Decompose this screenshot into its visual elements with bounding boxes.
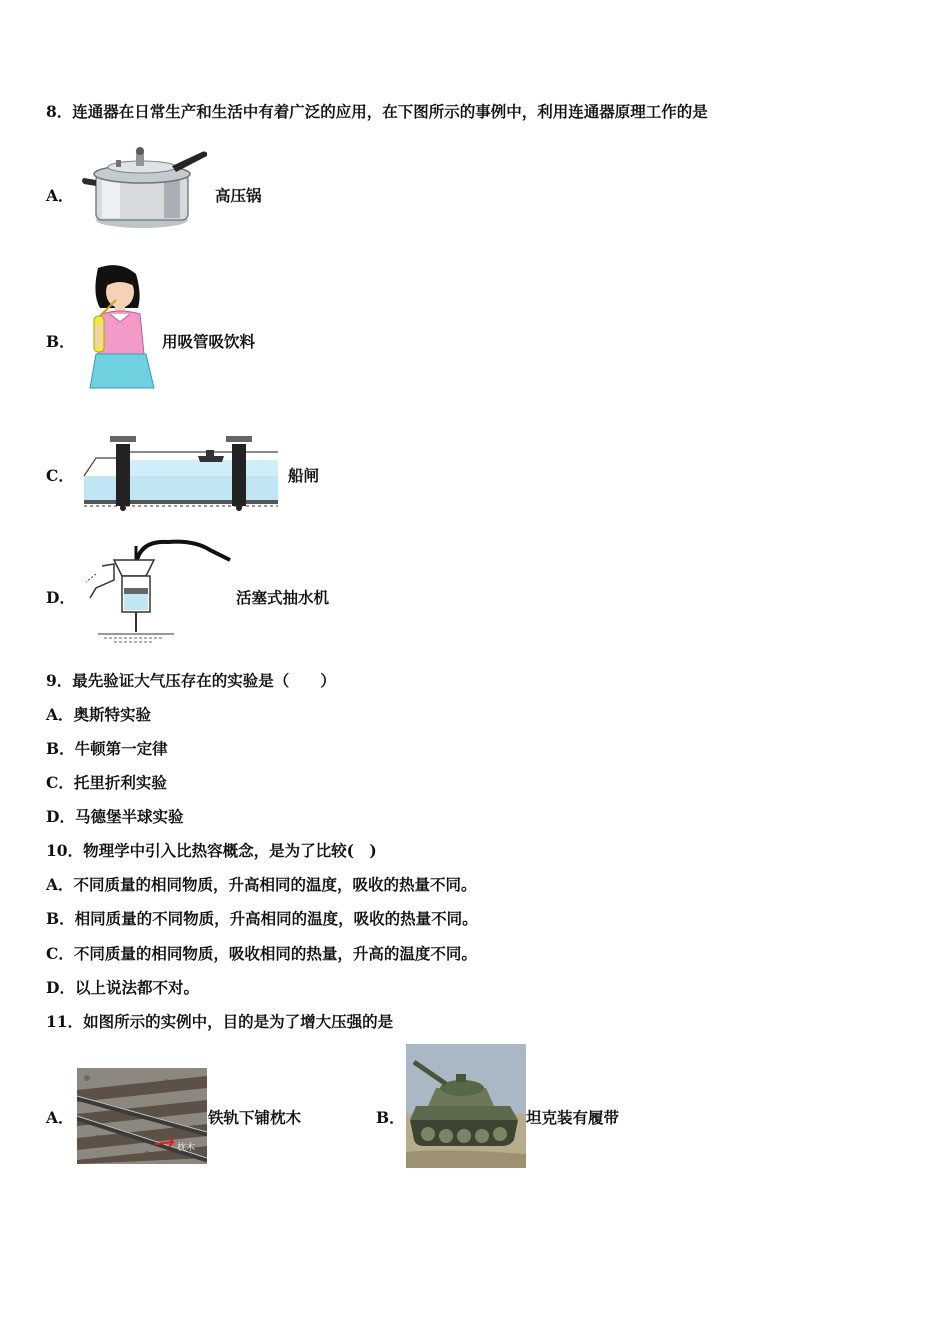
q8-stem: 8．连通器在日常生产和生活中有着广泛的应用，在下图所示的事例中，利用连通器原理工作的是	[46, 102, 708, 121]
q9-option-c: C．托里折利实验	[46, 773, 167, 792]
q8-option-b-letter: B．	[46, 332, 75, 351]
q8-option-c-label: 船闸	[288, 466, 320, 485]
railway-sleepers-image	[77, 1068, 207, 1164]
q10-option-d: D．以上说法都不对。	[46, 978, 199, 997]
q8-option-a-letter: A．	[46, 186, 74, 205]
piston-pump-image	[84, 536, 234, 644]
q9-option-b: B．牛顿第一定律	[46, 739, 168, 758]
q8-option-d-label: 活塞式抽水机	[236, 588, 330, 607]
q9-option-a: A．奥斯特实验	[46, 705, 152, 724]
q8-option-b-label: 用吸管吸饮料	[162, 332, 256, 351]
q11-option-b-letter: B．	[376, 1108, 405, 1127]
q10-option-b: B．相同质量的不同物质，升高相同的温度，吸收的热量不同。	[46, 909, 478, 928]
q9-stem: 9．最先验证大气压存在的实验是（ ）	[46, 671, 336, 690]
q10-option-a: A．不同质量的相同物质，升高相同的温度，吸收的热量不同。	[46, 875, 477, 894]
q8-option-d-letter: D．	[46, 588, 75, 607]
q10-stem: 10．物理学中引入比热容概念，是为了比较( )	[46, 841, 377, 860]
ship-lock-image	[82, 430, 282, 514]
q8-option-a-label: 高压锅	[215, 186, 262, 205]
q11-stem: 11．如图所示的实例中，目的是为了增大压强的是	[46, 1012, 394, 1031]
pressure-cooker-image	[80, 140, 210, 232]
q11-option-a-letter: A．	[46, 1108, 74, 1127]
tank-tracks-image	[406, 1044, 526, 1168]
q8-option-c-letter: C．	[46, 466, 74, 485]
railway-photo-caption: 枕木	[177, 1142, 196, 1152]
girl-drinking-straw-image	[84, 264, 156, 390]
q11-option-b-label: 坦克装有履带	[526, 1108, 620, 1127]
q11-option-a-label: 铁轨下铺枕木	[208, 1108, 302, 1127]
q9-option-d: D．马德堡半球实验	[46, 807, 184, 826]
q10-option-c: C．不同质量的相同物质，吸收相同的热量，升高的温度不同。	[46, 944, 477, 963]
